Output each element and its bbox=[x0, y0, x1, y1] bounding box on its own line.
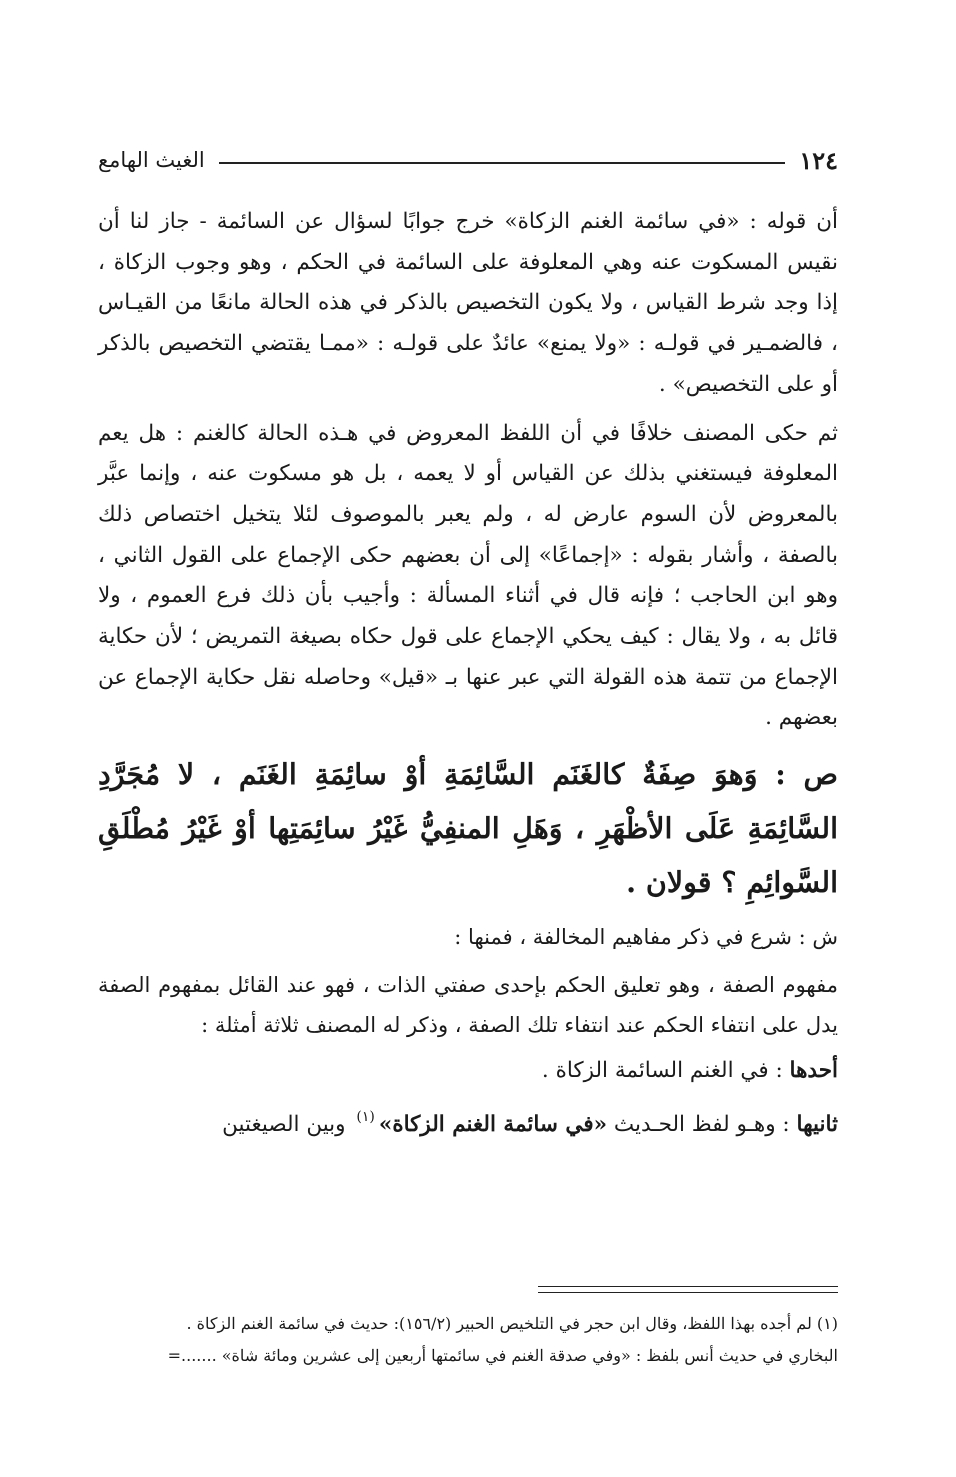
hadith-quote: «في سائمة الغنم الزكاة» bbox=[378, 1112, 608, 1138]
example-second-post: وبين الصيغتين bbox=[222, 1112, 346, 1138]
page-body bbox=[98, 202, 838, 1145]
footnote-line-1: (١) لم أجده بهذا اللفظ، وقال ابن حجر في التلخيص الحبير (١٥٦/٢): حديث في سائمة الغنم الزكاة . bbox=[186, 1314, 838, 1333]
book-title: الغيث الهامع bbox=[98, 148, 205, 172]
running-header bbox=[98, 140, 838, 180]
sifa-paragraph: مفهوم الصفة ، وهو تعليق الحكم بإحدى صفتي الذات ، فهو عند القائل بمفهوم الصفة يدل على انتفاء الحكم عند انتفاء تلك الصفة ، وذكر له المصنف ثلاثة أمثلة : bbox=[98, 973, 838, 1038]
example-first bbox=[98, 1051, 838, 1091]
commentary-paragraph-1: أن قوله : «في سائمة الغنم الزكاة» خرج جوابًا لسؤال عن السائمة - جاز لنا أن نقيس المسكوت عنه وهي المعلوفة على السائمة في الحكم ، وهو وجوب الزكاة ، إذا وجد شرط القياس ، ولا يكون التخصيص بالذكر في هذه الحالة مانعًا من القيـاس ، فالضمـير في قولـه : «ولا يمنع» عائدٌ على قولـه : «ممـا يقتضي التخصيص بالذكر أو على التخصيص» . bbox=[98, 209, 838, 397]
example-second-lead: ثانيها bbox=[796, 1112, 838, 1138]
page-number: ١٢٤ bbox=[799, 145, 838, 175]
matn-text: ص : وَهوَ صِفَةٌ كالغَنَم السَّائِمَةِ أوْ سائِمَةِ الغَنَم ، لا مُجَرَّدِ السَّائِمَةِ عَلَى الأظْهَرِ ، وَهَلِ المنفِيُّ غَيْرُ سائِمَتِها أوْ غَيْرُ مُطْلَقِ السَّوائِمِ ؟ قولان . bbox=[98, 757, 838, 900]
footnotes bbox=[98, 1308, 838, 1372]
example-second bbox=[98, 1097, 838, 1145]
example-first-text: : في الغنم السائمة الزكاة . bbox=[541, 1058, 783, 1084]
footnote-separator bbox=[538, 1286, 838, 1293]
example-second-pre: : وهـو لفظ الحـديث bbox=[613, 1112, 790, 1138]
commentary-paragraph-2: ثم حكى المصنف خلافًا في أن اللفظ المعروض في هـذه الحالة كالغنم : هل يعم المعلوفة فيستغني بذلك عن القياس أو لا يعمه ، بل هو مسكوت عنه ، وإنما عبَّر بالمعروض لأن السوم عارض له ، ولم يعبر بالموصوف لئلا يتخيل اختصاص ذلك بالصفة ، وأشار بقوله : «إجماعًا» إلى أن بعضهم حكى الإجماع على القول الثاني ، وهو ابن الحاجب ؛ فإنه قال في أثناء المسألة : وأجيب بأن ذلك فرع العموم ، ولا قائل به ، ولا يقال : كيف يحكي الإجماع على قول حكاه بصيغة التمريض ؛ لأن حكاية الإجماع من تتمة هذه القولة التي عبر عنها بـ «قيل» وحاصله نقل حكاية الإجماع عن بعضهم . bbox=[98, 420, 838, 731]
example-first-lead: أحدها bbox=[789, 1058, 838, 1084]
footnote-line-2: البخاري في حديث أنس بلفظ : «وفي صدقة الغنم في سائمتها أربعين إلى عشرين ومائة شاة» .......= bbox=[167, 1346, 838, 1365]
footnote-reference[interactable]: (١) bbox=[356, 1109, 375, 1126]
book-page bbox=[98, 140, 838, 1400]
sharh-intro: ش : شرع في ذكر مفاهيم المخالفة ، فمنها : bbox=[454, 925, 838, 950]
header-rule bbox=[219, 162, 786, 164]
